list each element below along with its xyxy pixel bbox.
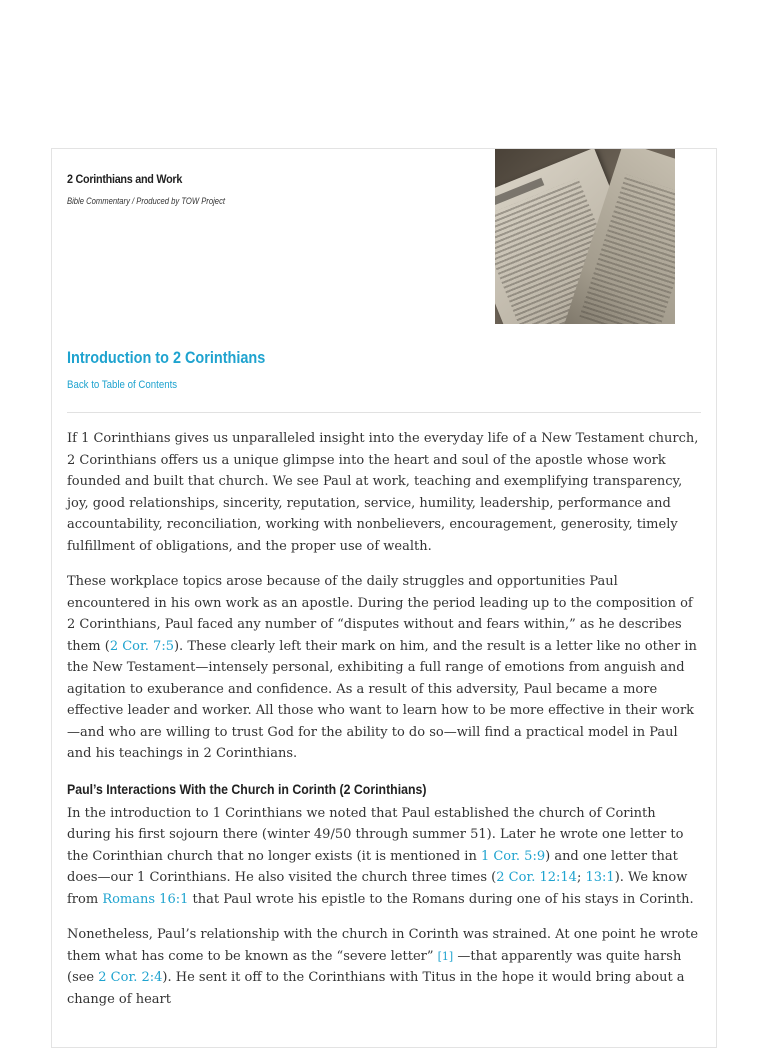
paragraph-3: In the introduction to 1 Corinthians we noted that Paul established the church of Corinth during his first sojourn there (winter 49/50 through summer 51). Later he wrote one letter to the Corinthian church that no longer exists (it is mentioned in 1 Cor. 5:9) and one letter that does—our 1 Corinthians. He also visited the church three times (2 Cor. 12:14; 13:1). We know from Romans 16:1 that Paul wrote his epistle to the Romans during one of his stays in Corinth. — [67, 805, 694, 907]
scripture-link[interactable]: 13:1 — [585, 870, 615, 885]
commentary-card — [51, 148, 717, 1048]
back-to-contents-link[interactable]: Back to Table of Contents — [67, 379, 178, 391]
divider — [67, 412, 701, 413]
book-subtitle: Bible Commentary / Produced by TOW Project — [67, 196, 226, 206]
open-bible-photo — [495, 149, 675, 324]
scripture-link[interactable]: Romans 16:1 — [102, 891, 189, 907]
scripture-link[interactable]: 1 Cor. 5:9 — [480, 848, 546, 864]
scripture-link[interactable]: 2 Cor. 7:5 — [109, 638, 174, 654]
paragraph-4: Nonetheless, Paul’s relationship with the church in Corinth was strained. At one point he wrote them what has come to be known as the “severe letter” [1] —that apparently was quite harsh (see 2 Cor. 2:4). He sent it off to the Corinthians with Titus in the hope it would bring about a change of heart — [67, 927, 699, 1007]
footnote-link[interactable]: [1] — [437, 949, 454, 963]
scripture-link[interactable]: 2 Cor. 2:4 — [98, 970, 163, 985]
book-title: 2 Corinthians and Work — [67, 172, 183, 186]
scripture-link[interactable]: 2 Cor. 12:14 — [496, 870, 577, 885]
section-title: Introduction to 2 Corinthians — [67, 348, 266, 367]
article-body — [67, 428, 703, 1024]
section-heading: Paul’s Interactions With the Church in Corinth (2 Corinthians) — [67, 780, 427, 797]
paragraph-1: If 1 Corinthians gives us unparalleled insight into the everyday life of a New Testament church, 2 Corinthians offers us a unique glimpse into the heart and soul of the apostle whose work founded and built that church. We see Paul at work, teaching and exemplifying transparency, joy, good relationships, sincerity, reputation, service, humility, leadership, performance and accountability, reconciliation, working with nonbelievers, encouragement, generosity, timely fulfillment of obligations, and the proper use of wealth. — [67, 431, 699, 554]
paragraph-2: These workplace topics arose because of the daily struggles and opportunities Paul encountered in his own work as an apostle. During the period leading up to the composition of 2 Corinthians, Paul faced any number of “disputes without and fears within,” as he describes them (2 Cor. 7:5). These clearly left their mark on him, and the result is a letter like no other in the New Testament—intensely personal, exhibiting a full range of emotions from anguish and agitation to exuberance and confidence. As a result of this adversity, Paul became a more effective leader and worker. All those who want to learn how to be more effective in their work—and who are willing to trust God for the ability to do so—will find a practical model in Paul and his teachings in 2 Corinthians. — [67, 574, 697, 761]
